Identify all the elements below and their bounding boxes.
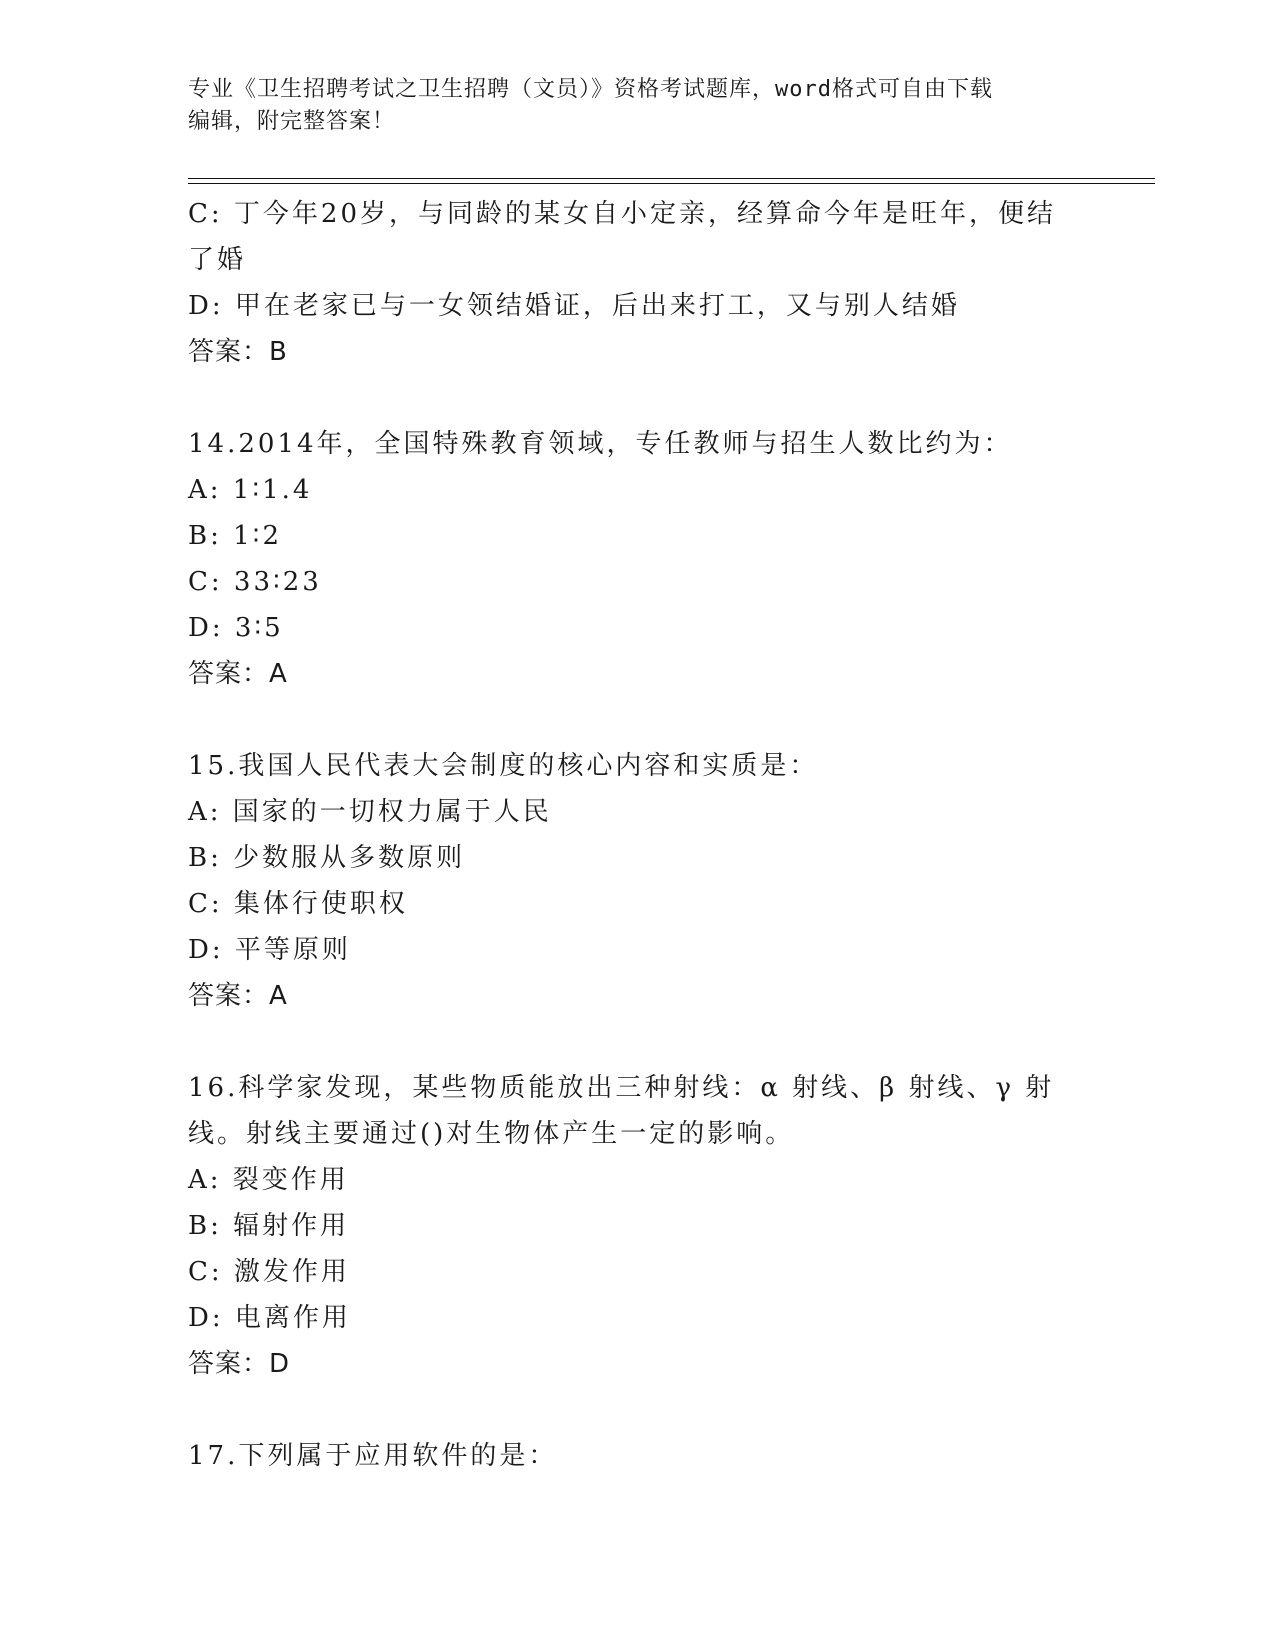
answer: 答案：A [188, 981, 288, 1011]
option-a: A: 1∶1.4 [188, 475, 313, 505]
header-divider-top [188, 178, 1155, 179]
question-17 [188, 1433, 1088, 1479]
question-15 [188, 743, 1088, 1019]
question-stem: 15.我国人民代表大会制度的核心内容和实质是： [188, 751, 819, 781]
header-divider-bottom [188, 183, 1155, 184]
question-list [188, 191, 1088, 1479]
question-stem: 14.2014年，全国特殊教育领域，专任教师与招生人数比约为： [188, 429, 1013, 459]
question-stem-continued: 线。射线主要通过()对生物体产生一定的影响。 [188, 1119, 795, 1149]
option-d: D: 3∶5 [188, 613, 284, 643]
spacer [188, 697, 1088, 743]
option-d: D: 平等原则 [188, 935, 351, 965]
question-stem: 17.下列属于应用软件的是： [188, 1441, 558, 1471]
option-b: B: 辐射作用 [188, 1211, 350, 1241]
question-14 [188, 421, 1088, 697]
option-d: D: 电离作用 [188, 1303, 351, 1333]
spacer [188, 375, 1088, 421]
spacer [188, 1019, 1088, 1065]
option-b: B: 少数服从多数原则 [188, 843, 466, 873]
option-d: D: 甲在老家已与一女领结婚证，后出来打工，又与别人结婚 [188, 291, 960, 321]
answer: 答案：B [188, 337, 288, 367]
question-stem: 16.科学家发现，某些物质能放出三种射线：α 射线、β 射线、γ 射 [188, 1073, 1055, 1103]
question-13 [188, 191, 1088, 375]
option-c: C: 激发作用 [188, 1257, 350, 1287]
question-16 [188, 1065, 1088, 1387]
answer: 答案：A [188, 659, 288, 689]
option-a: A: 国家的一切权力属于人民 [188, 797, 552, 827]
option-a: A: 裂变作用 [188, 1165, 349, 1195]
option-c: C: 33∶23 [188, 567, 322, 597]
spacer [188, 1387, 1088, 1433]
header-line-2: 编辑，附完整答案！ [188, 109, 396, 134]
answer: 答案：D [188, 1349, 291, 1379]
option-c: C: 丁今年20岁，与同龄的某女自小定亲，经算命今年是旺年，便结 [188, 199, 1057, 229]
header-line-1: 专业《卫生招聘考试之卫生招聘（文员）》资格考试题库，word格式可自由下载 [188, 77, 993, 102]
document-header [188, 74, 1068, 138]
option-b: B: 1∶2 [188, 521, 282, 551]
option-c-continued: 了婚 [188, 245, 247, 275]
option-c: C: 集体行使职权 [188, 889, 408, 919]
